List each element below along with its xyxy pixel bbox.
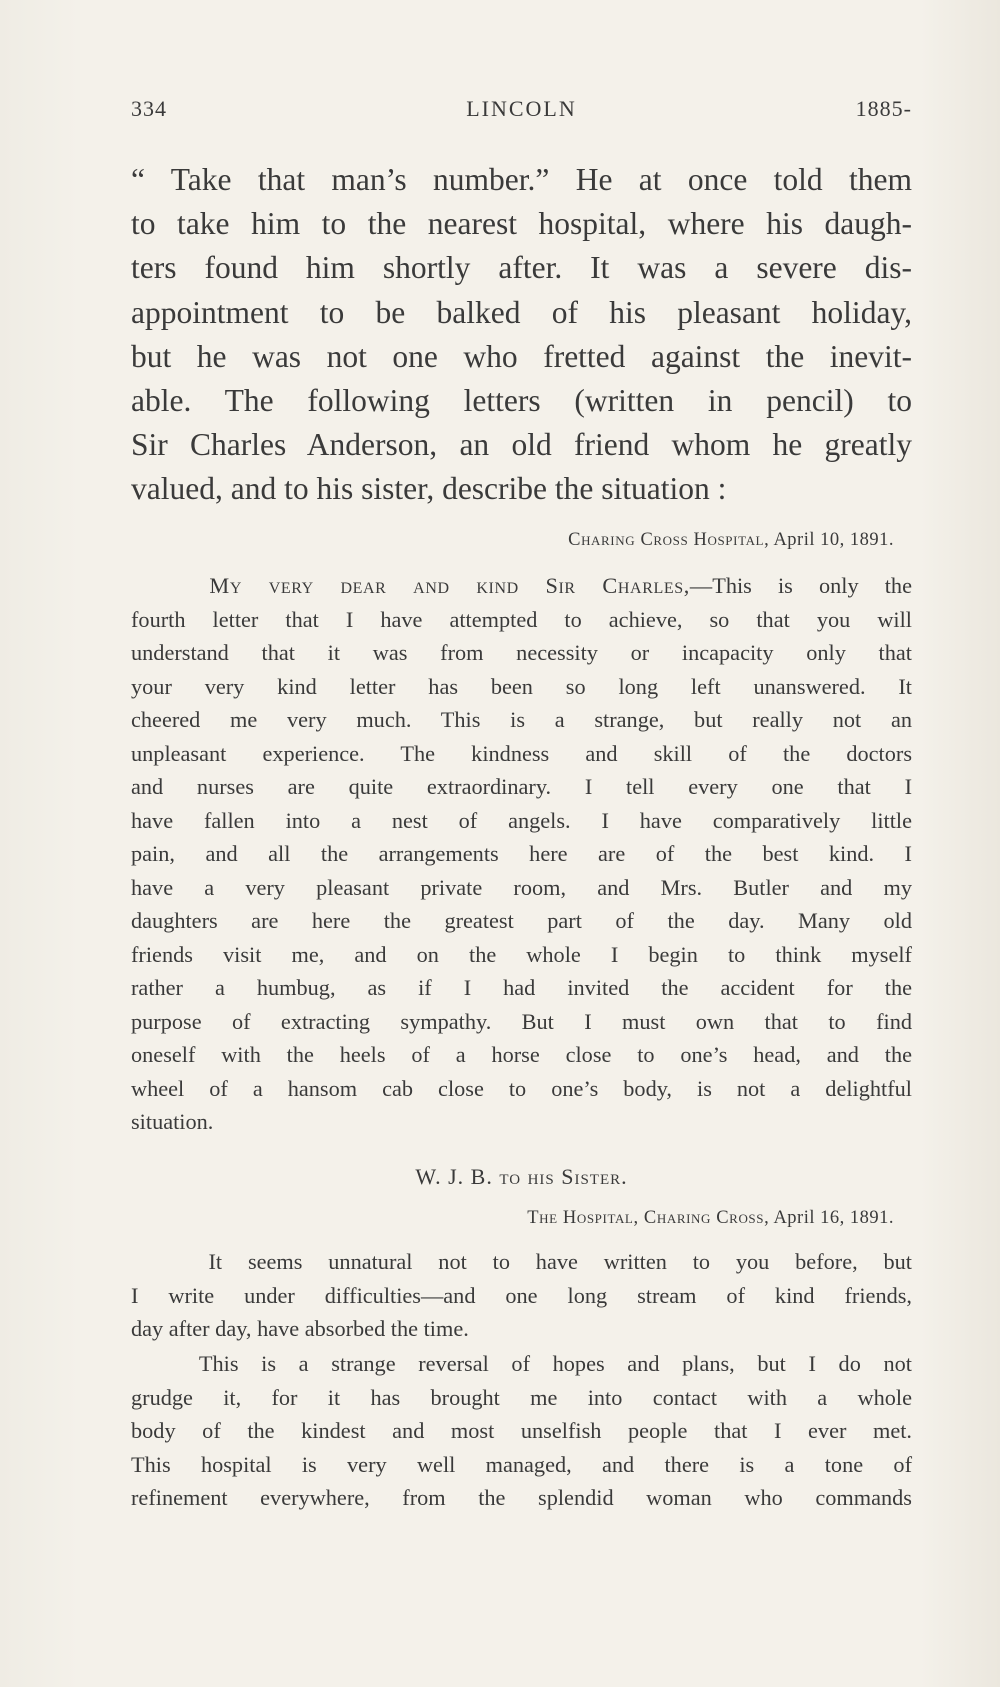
text-line: I write under difficulties—and one long stream of kind friends, [131,1282,912,1308]
text-line: have fallen into a nest of angels. I have comparatively little [131,807,912,833]
text-line: cheered me very much. This is a strange, but really not an [131,707,912,732]
text-line: able. The following letters (written in pencil) to [131,383,912,419]
salutation-line [131,569,912,603]
text-line: daughters are here the greatest part of the day. Many old [131,908,912,933]
text-line: fourth letter that I have attempted to achieve, so that you will [131,606,912,632]
letter-two-dateline [131,1208,894,1229]
text-fragment: This is a strange reversal of hopes and plans, but I do not [198,1351,912,1376]
text-line: pain, and all the arrangements here are of the best kind. I [131,841,912,866]
text-line: situation. [131,1109,214,1134]
text-line: appointment to be balked of his pleasant holiday, [131,294,912,330]
text-line: understand that it was from necessity or incapacity only that [131,640,912,665]
text-line: refinement everywhere, from the splendid woman who commands [131,1485,912,1510]
text-line: rather a humbug, as if I had invited the accident for the [131,975,912,1000]
text-line: and nurses are quite extraordinary. I tell every one that I [131,774,912,799]
salutation: My very dear and kind Sir Charles, [209,573,690,598]
text-line: body of the kindest and most unselfish people that I ever met. [131,1418,912,1443]
text-line: day after day, have absorbed the time. [131,1316,469,1341]
page-number: 334 [131,96,167,121]
running-head-title: LINCOLN [466,96,577,121]
letter-two-heading: W. J. B. to his Sister. [415,1164,628,1189]
salutation-continuation: —This is only the [689,573,912,598]
letter-one-body [131,569,912,1139]
text-line: friends visit me, and on the whole I begin to think myself [131,941,912,967]
text-line: unpleasant experience. The kindness and skill of the doctors [131,740,912,766]
letter-two-paragraph-two [131,1347,912,1515]
text-line: wheel of a hansom cab close to one’s body, is not a delightful [131,1075,912,1101]
dateline-place: The Hospital, Charing Cross, [527,1208,770,1228]
letter-one-dateline [131,530,894,551]
text-line: your very kind letter has been so long left unanswered. It [131,673,912,699]
text-line: Sir Charles Anderson, an old friend whom he greatly [131,427,912,463]
text-line: This hospital is very well managed, and there is a tone of [131,1451,912,1477]
text-fragment: It seems unnatural not to have written to you before, but [208,1249,912,1274]
text-line: but he was not one who fretted against the inevit- [131,338,912,374]
text-line: ters found him shortly after. It was a severe dis- [131,250,912,286]
text-line: grudge it, for it has brought me into contact with a whole [131,1384,912,1410]
dateline-place: Charing Cross Hospital, [568,530,770,550]
text-line: purpose of extracting sympathy. But I must own that to find [131,1008,912,1034]
text-line: oneself with the heels of a horse close to one’s head, and the [131,1042,912,1067]
narrative-paragraph [131,158,912,512]
text-line: to take him to the nearest hospital, where his daugh- [131,206,912,242]
dateline-date: April 10, 1891. [773,530,894,550]
dateline-date: April 16, 1891. [773,1208,894,1228]
text-line [131,1347,912,1381]
running-head [131,96,912,136]
text-line [131,1245,912,1279]
running-head-year: 1885- [855,96,912,121]
letter-two-paragraph-one [131,1245,912,1346]
text-line: “ Take that man’s number.” He at once told them [131,162,912,197]
text-line: have a very pleasant private room, and Mrs. Butler and my [131,874,912,900]
text-line: valued, and to his sister, describe the situation : [131,471,727,507]
